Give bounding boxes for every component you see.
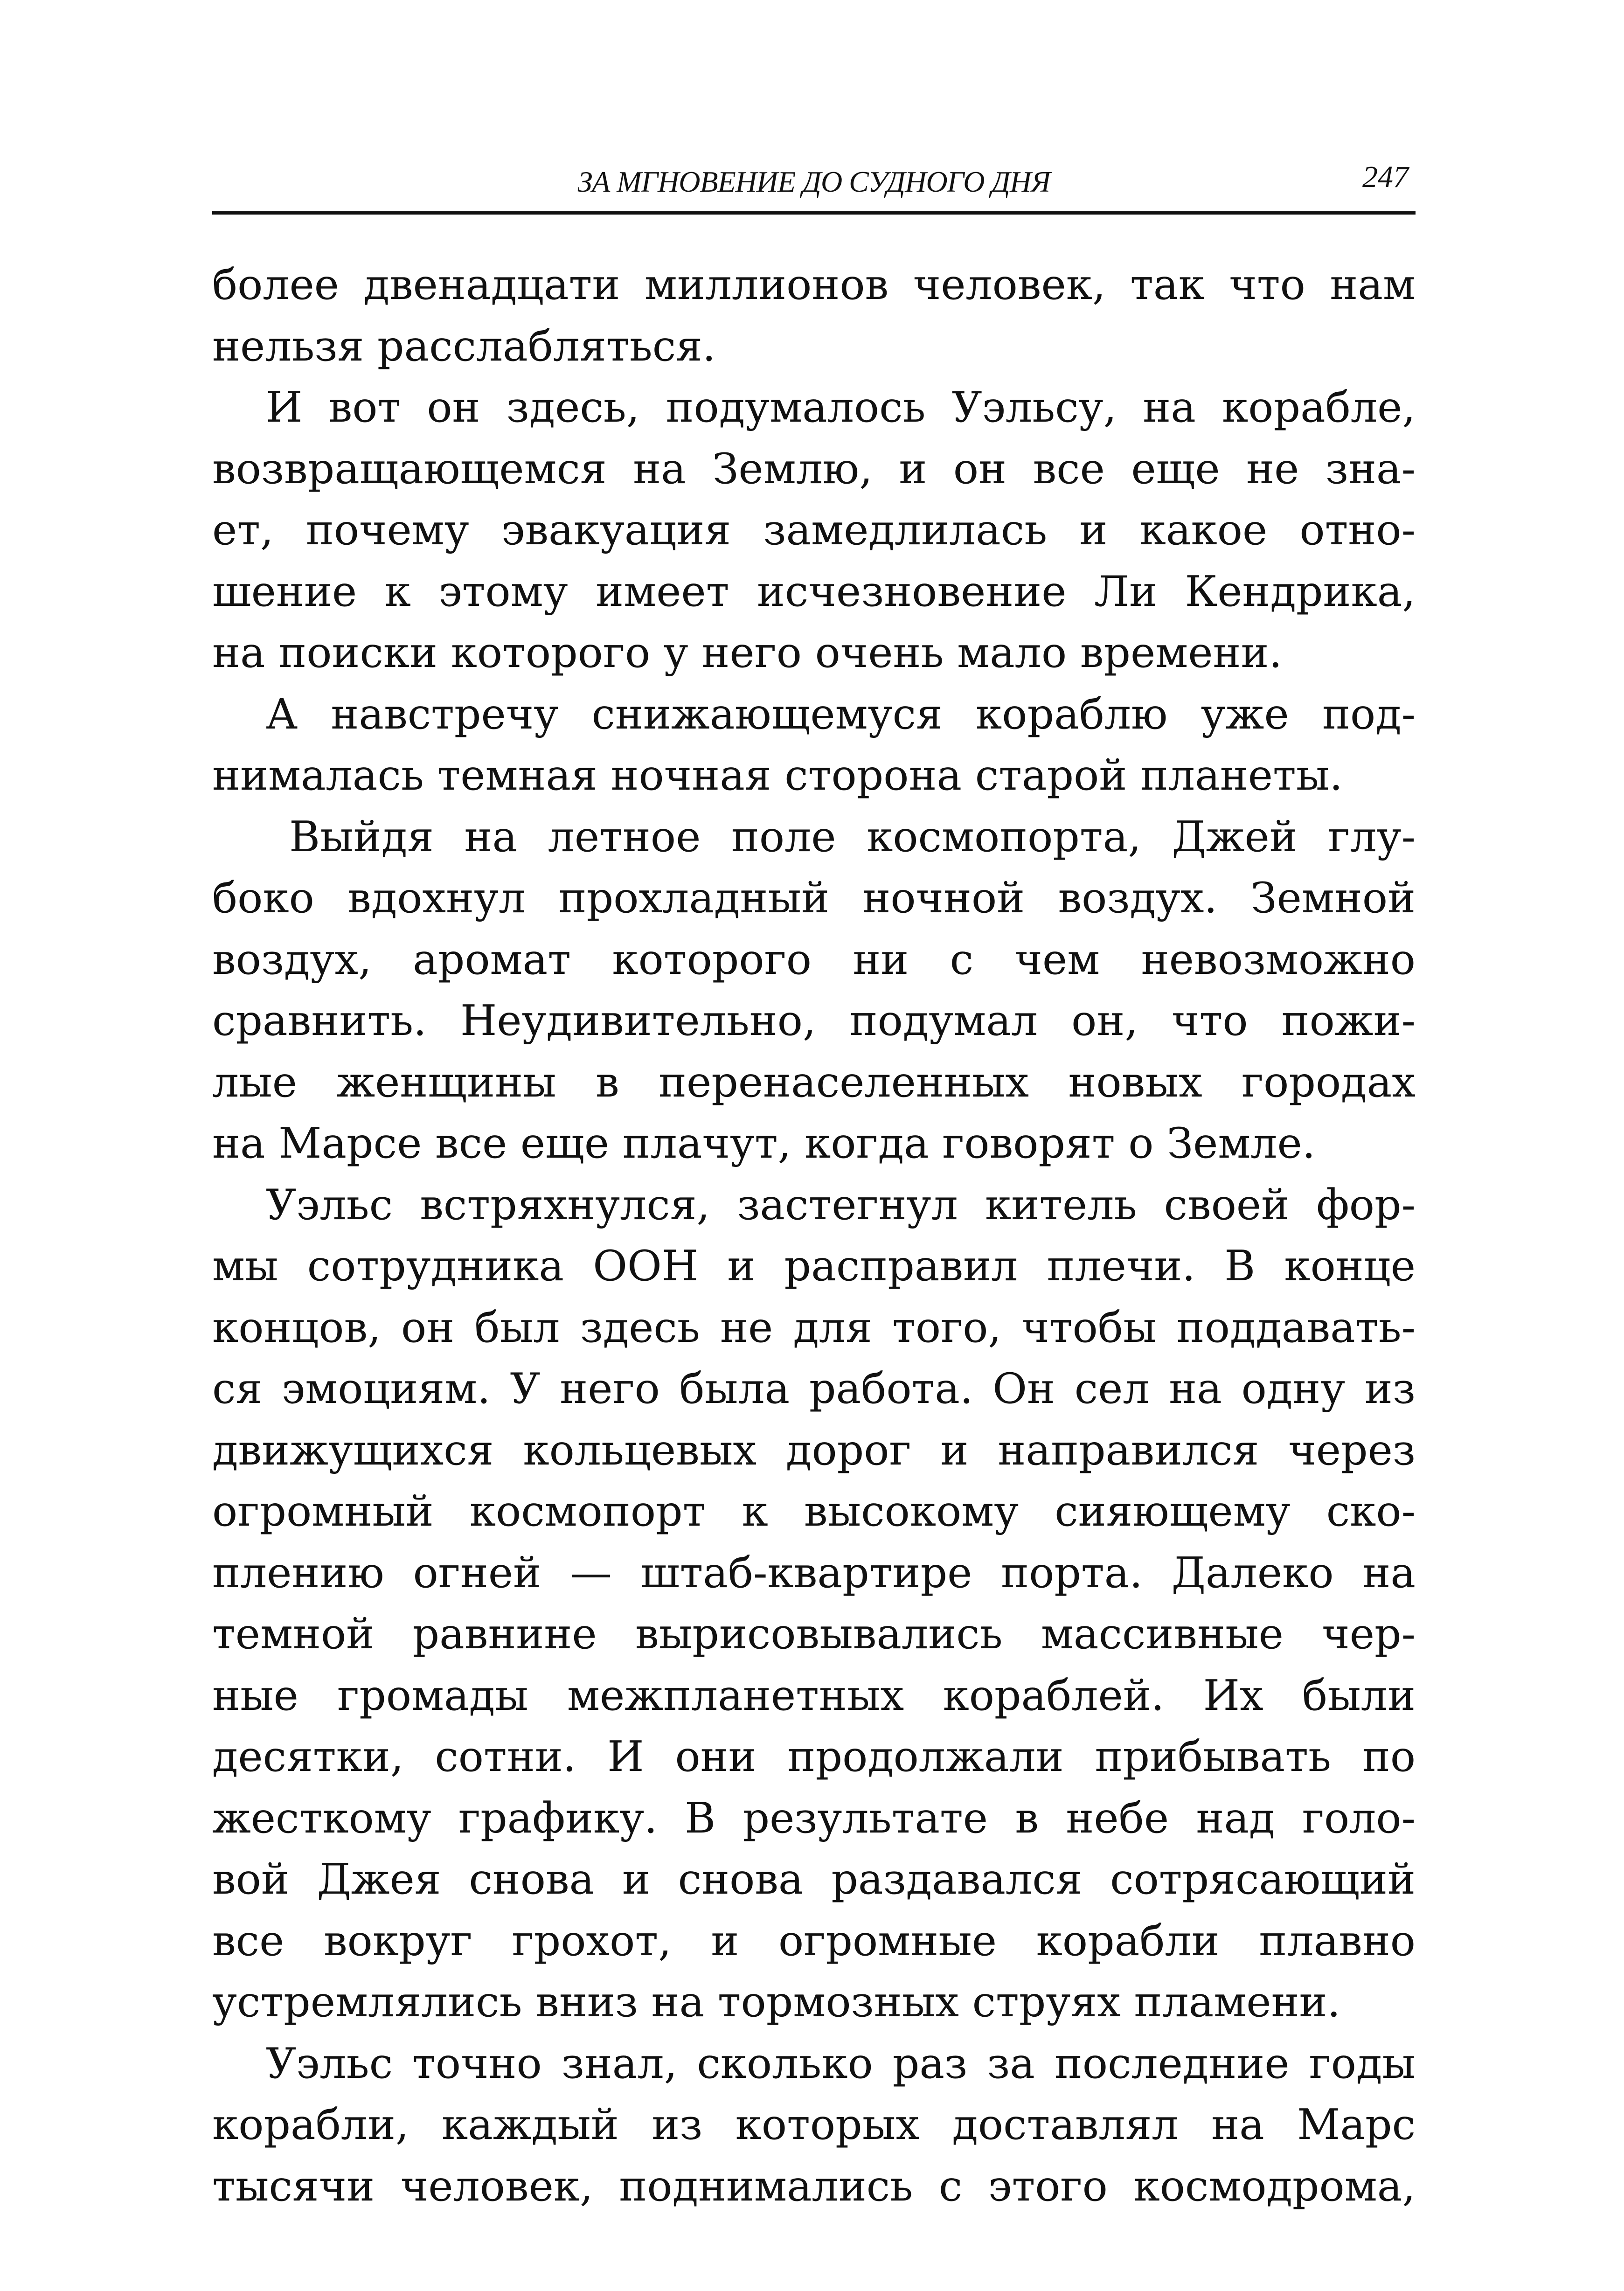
text-line: десятки, сотни. И они продолжали прибывать по — [212, 1732, 1416, 1781]
running-title: ЗА МГНОВЕНИЕ ДО СУДНОГО ДНЯ — [577, 165, 1050, 198]
text-line: возвращающемся на Землю, и он все еще не зна- — [212, 444, 1416, 493]
text-line: ся эмоциям. У него была работа. Он сел на одну из — [212, 1364, 1416, 1413]
text-line: ные громады межпланетных кораблей. Их были — [212, 1671, 1416, 1720]
text-line: лые женщины в перенаселенных новых городах — [212, 1057, 1416, 1107]
body-text — [212, 254, 1416, 2217]
text-line: боко вдохнул прохладный ночной воздух. Земной — [212, 874, 1416, 923]
text-line: на поиски которого у него очень мало времени. — [212, 628, 1283, 677]
text-line: воздух, аромат которого ни с чем невозможно — [212, 935, 1416, 984]
header-rule — [212, 211, 1416, 215]
text-line: Уэльс точно знал, сколько раз за последние годы — [266, 2039, 1416, 2088]
text-line: жесткому графику. В результате в небе над голо- — [212, 1793, 1416, 1843]
text-line: более двенадцати миллионов человек, так что нам — [212, 260, 1416, 309]
page-number: 247 — [1362, 160, 1409, 194]
text-line: ет, почему эвакуация замедлилась и какое отно- — [212, 506, 1416, 555]
text-line: темной равнине вырисовывались массивные чер- — [212, 1610, 1416, 1659]
text-line: сравнить. Неудивительно, подумал он, что пожи- — [212, 996, 1416, 1045]
text-line: корабли, каждый из которых доставлял на Марс — [212, 2100, 1416, 2149]
text-line: Уэльс встряхнулся, застегнул китель своей фор- — [266, 1180, 1416, 1229]
text-line: огромный космопорт к высокому сияющему ско- — [212, 1487, 1416, 1536]
running-header — [212, 159, 1416, 215]
text-line: все вокруг грохот, и огромные корабли плавно — [212, 1916, 1416, 1965]
text-line: Выйдя на летное поле космопорта, Джей глу- — [289, 812, 1416, 861]
text-line: плению огней — штаб-квартире порта. Далеко на — [212, 1548, 1416, 1597]
text-line: шение к этому имеет исчезновение Ли Кендрика, — [212, 567, 1416, 616]
text-line: мы сотрудника ООН и расправил плечи. В конце — [212, 1242, 1416, 1291]
text-line: вой Джея снова и снова раздавался сотрясающий — [212, 1855, 1416, 1904]
text-line: движущихся кольцевых дорог и направился через — [212, 1425, 1416, 1475]
text-line: И вот он здесь, подумалось Уэльсу, на корабле, — [266, 383, 1416, 432]
text-line: устремлялись вниз на тормозных струях пламени. — [212, 1978, 1341, 2027]
text-line: на Марсе все еще плачут, когда говорят о Земле. — [212, 1119, 1316, 1168]
text-line: нельзя расслабляться. — [212, 321, 716, 371]
text-line: А навстречу снижающемуся кораблю уже под- — [266, 689, 1416, 739]
text-line: концов, он был здесь не для того, чтобы поддавать- — [212, 1303, 1416, 1352]
text-line: тысячи человек, поднимались с этого космодрома, — [212, 2161, 1416, 2211]
text-line: нималась темная ночная сторона старой планеты. — [212, 751, 1343, 800]
